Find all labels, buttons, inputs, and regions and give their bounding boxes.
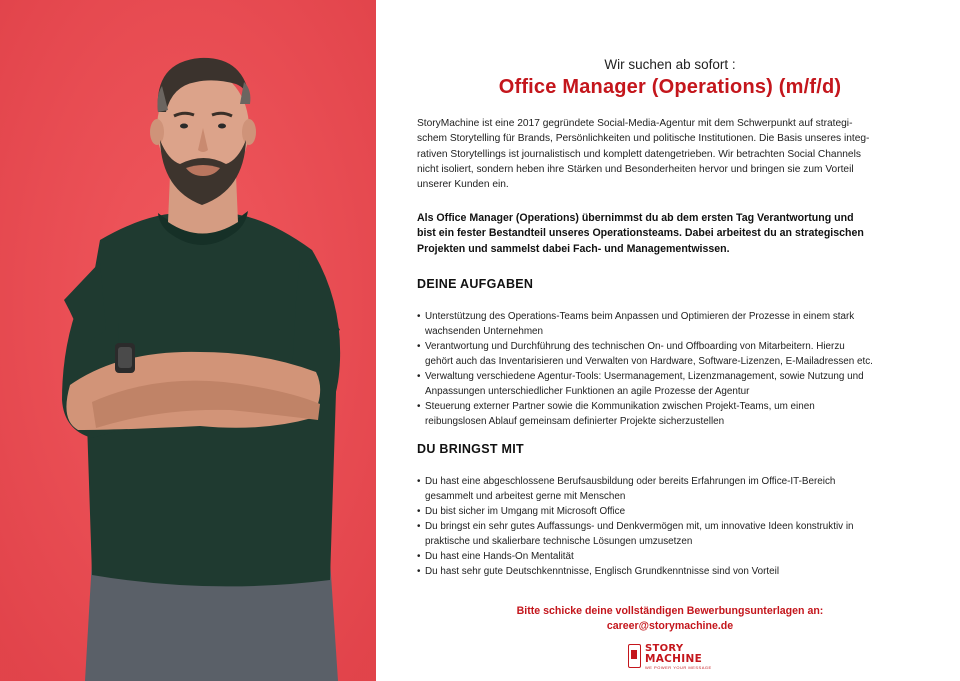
apply-text: Bitte schicke deine vollständigen Bewerbungsunterlagen an: (516, 605, 824, 617)
bullet: • (417, 476, 421, 487)
bullet: • (417, 371, 421, 382)
intro-line: StoryMachine ist eine 2017 gegründete Social-Media-Agentur mit dem Schwerpunkt auf strategi- (417, 118, 853, 129)
list-item: • Du hast eine abgeschlossene Berufsausbildung oder bereits Erfahrungen im Office-IT-Bereich gesammelt und arbeitest gerne mit Menschen (417, 476, 836, 502)
hero-photo (0, 0, 376, 681)
intro-line: nicht isoliert, sondern heben ihre Stärken und Besonderheiten hervor und bringen sie zum Vorteil (417, 163, 854, 175)
man-portrait-illustration (0, 0, 376, 681)
list-item: • Verwaltung verschiedene Agentur-Tools: Usermanagement, Lizenzmanagement, sowie Nutzung und Anpassungen unterschiedlicher Funktionen an agile Prozesse der Agentur (417, 371, 864, 397)
list-item: • Du hast eine Hands-On Mentalität (417, 551, 574, 562)
job-title: Office Manager (Operations) (m/f/d) (498, 76, 842, 98)
intro-line: rativen Storytellings ist journalistisch und komplett datengetrieben. Wir betrachten Social Channels (417, 148, 861, 160)
list-item: • Du hast sehr gute Deutschkenntnisse, Englisch Grundkenntnisse sind von Vorteil (417, 566, 780, 577)
bullet: • (417, 341, 421, 352)
lead-line: Als Office Manager (Operations) übernimmst du ab dem ersten Tag Verantwortung und (417, 212, 854, 224)
tasks-list (417, 309, 922, 429)
logo-word-machine: MACHINE (645, 653, 703, 665)
role-lead (417, 211, 917, 257)
company-intro (417, 116, 917, 192)
list-item: • Du bist sicher im Umgang mit Microsoft Office (417, 506, 626, 517)
list-item: • Du bringst ein sehr gutes Auffassungs- und Denkvermögen mit, um innovative Ideen konstruktiv in praktische und skalierbare technische Lösungen umzusetzen (417, 521, 854, 547)
profile-list (417, 474, 922, 579)
application-call (415, 604, 925, 634)
logo-word-story: STORY (645, 643, 684, 654)
list-item: • Unterstützung des Operations-Teams beim Anpassen und Optimieren der Prozesse in einem stark wachsenden Unternehmen (417, 311, 855, 337)
eyebrow-text: Wir suchen ab sofort : (604, 57, 736, 72)
profile-heading: DU BRINGST MIT (417, 442, 524, 456)
bullet: • (417, 566, 421, 577)
bullet: • (417, 401, 421, 412)
logo-tagline: WE POWER YOUR MESSAGE (645, 665, 712, 670)
intro-line: unserer Kunden ein. (417, 179, 509, 191)
lead-line: bist ein fester Bestandteil unseres Operationsteams. Dabei arbeitest du an strategischen (417, 227, 864, 240)
intro-line: schem Storytelling für Brands, Persönlichkeiten und politische Institutionen. Die Basis unseres integ- (417, 133, 870, 145)
tasks-heading: DEINE AUFGABEN (417, 277, 534, 291)
list-item: • Steuerung externer Partner sowie die Kommunikation zwischen Projekt-Teams, um einen reibungslosen Ablauf gemeinsam definierter Projekte sicherzustellen (417, 401, 815, 427)
apply-email-link[interactable]: career@storymachine.de (606, 620, 734, 632)
lead-line: Projekten und sammelst dabei Fach- und Managementwissen. (417, 242, 730, 255)
logo-mark-icon (628, 644, 641, 668)
storymachine-logo (628, 643, 724, 671)
bullet: • (417, 521, 421, 532)
bullet: • (417, 551, 421, 562)
job-posting (415, 0, 925, 681)
bullet: • (417, 506, 421, 517)
list-item: • Verantwortung und Durchführung des technischen On- und Offboarding von Mitarbeitern. Hierzu gehört auch das Inventarisieren und Verwalten von Hardware, Software-Lizenzen, E-Mailadressen etc. (417, 341, 873, 367)
bullet: • (417, 311, 421, 322)
